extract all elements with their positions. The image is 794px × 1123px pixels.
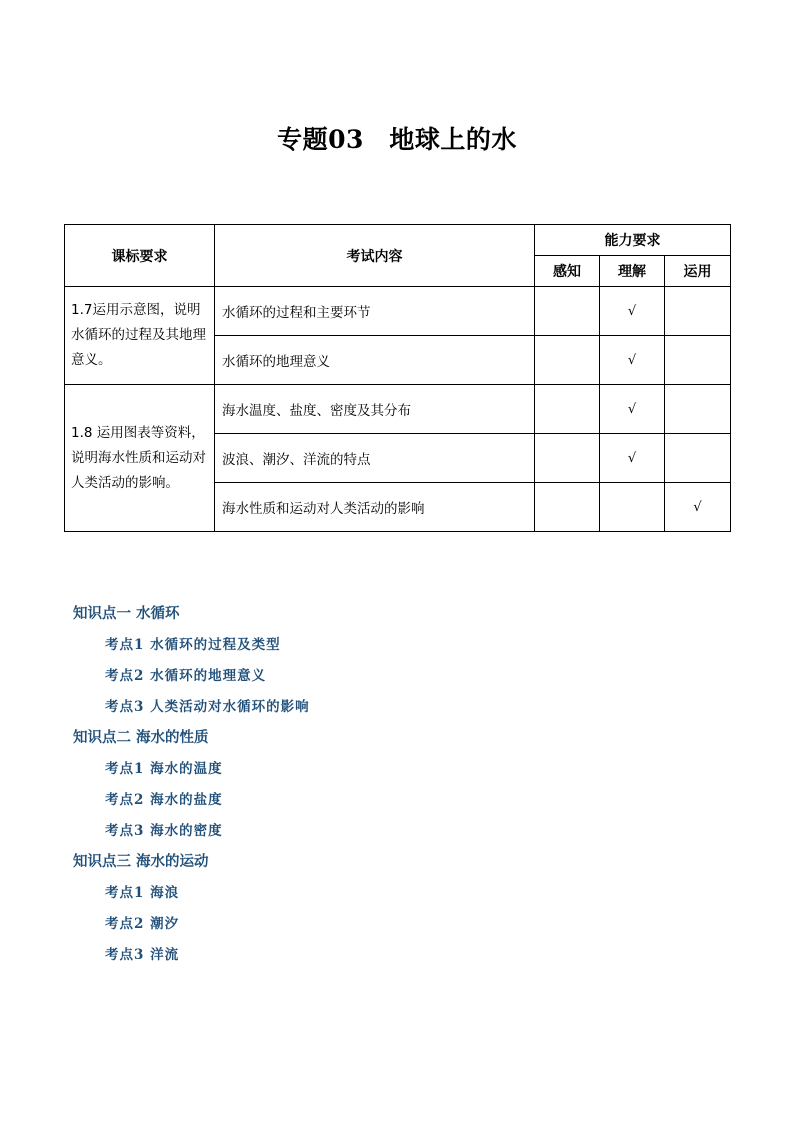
exam-point: 考点2 海水的盐度 (105, 792, 223, 808)
mark-cell: √ (600, 385, 665, 434)
table-row (65, 287, 731, 336)
knowledge-outline (73, 602, 310, 974)
exam-point: 考点3 海水的密度 (105, 823, 223, 839)
mark-cell (535, 385, 600, 434)
content-cell: 水循环的过程和主要环节 (215, 287, 535, 336)
mark-cell (535, 336, 600, 385)
exam-point: 考点2 水循环的地理意义 (105, 668, 267, 684)
standard-cell: 1.7运用示意图，说明水循环的过程及其地理意义。 (65, 287, 215, 385)
content-cell: 海水温度、盐度、密度及其分布 (215, 385, 535, 434)
mark-cell (535, 434, 600, 483)
table-header-row (65, 225, 731, 256)
mark-cell: √ (600, 434, 665, 483)
standard-cell: 1.8 运用图表等资料，说明海水性质和运动对人类活动的影响。 (65, 385, 215, 532)
knowledge-point: 知识点二 海水的性质 (73, 729, 209, 746)
content-cell: 水循环的地理意义 (215, 336, 535, 385)
header-level-understand: 理解 (600, 256, 665, 287)
mark-cell: √ (600, 336, 665, 385)
content-cell: 海水性质和运动对人类活动的影响 (215, 483, 535, 532)
mark-cell: √ (600, 287, 665, 336)
header-ability: 能力要求 (535, 225, 731, 256)
mark-cell (665, 434, 731, 483)
requirements-table (64, 224, 731, 532)
exam-point: 考点2 潮汐 (105, 916, 180, 932)
exam-point: 考点1 水循环的过程及类型 (105, 637, 281, 653)
mark-cell: √ (665, 483, 731, 532)
exam-point: 考点3 洋流 (105, 947, 180, 963)
mark-cell (535, 483, 600, 532)
header-content: 考试内容 (215, 225, 535, 287)
header-standard: 课标要求 (65, 225, 215, 287)
mark-cell (665, 287, 731, 336)
mark-cell (665, 385, 731, 434)
exam-point: 考点3 人类活动对水循环的影响 (105, 699, 310, 715)
exam-point: 考点1 海浪 (105, 885, 180, 901)
table-row (65, 385, 731, 434)
content-cell: 波浪、潮汐、洋流的特点 (215, 434, 535, 483)
header-level-perceive: 感知 (535, 256, 600, 287)
page-title: 专题03 地球上的水 (277, 125, 517, 154)
knowledge-point: 知识点三 海水的运动 (73, 853, 209, 870)
mark-cell (535, 287, 600, 336)
mark-cell (600, 483, 665, 532)
exam-point: 考点1 海水的温度 (105, 761, 223, 777)
header-level-apply: 运用 (665, 256, 731, 287)
knowledge-point: 知识点一 水循环 (73, 605, 180, 622)
mark-cell (665, 336, 731, 385)
